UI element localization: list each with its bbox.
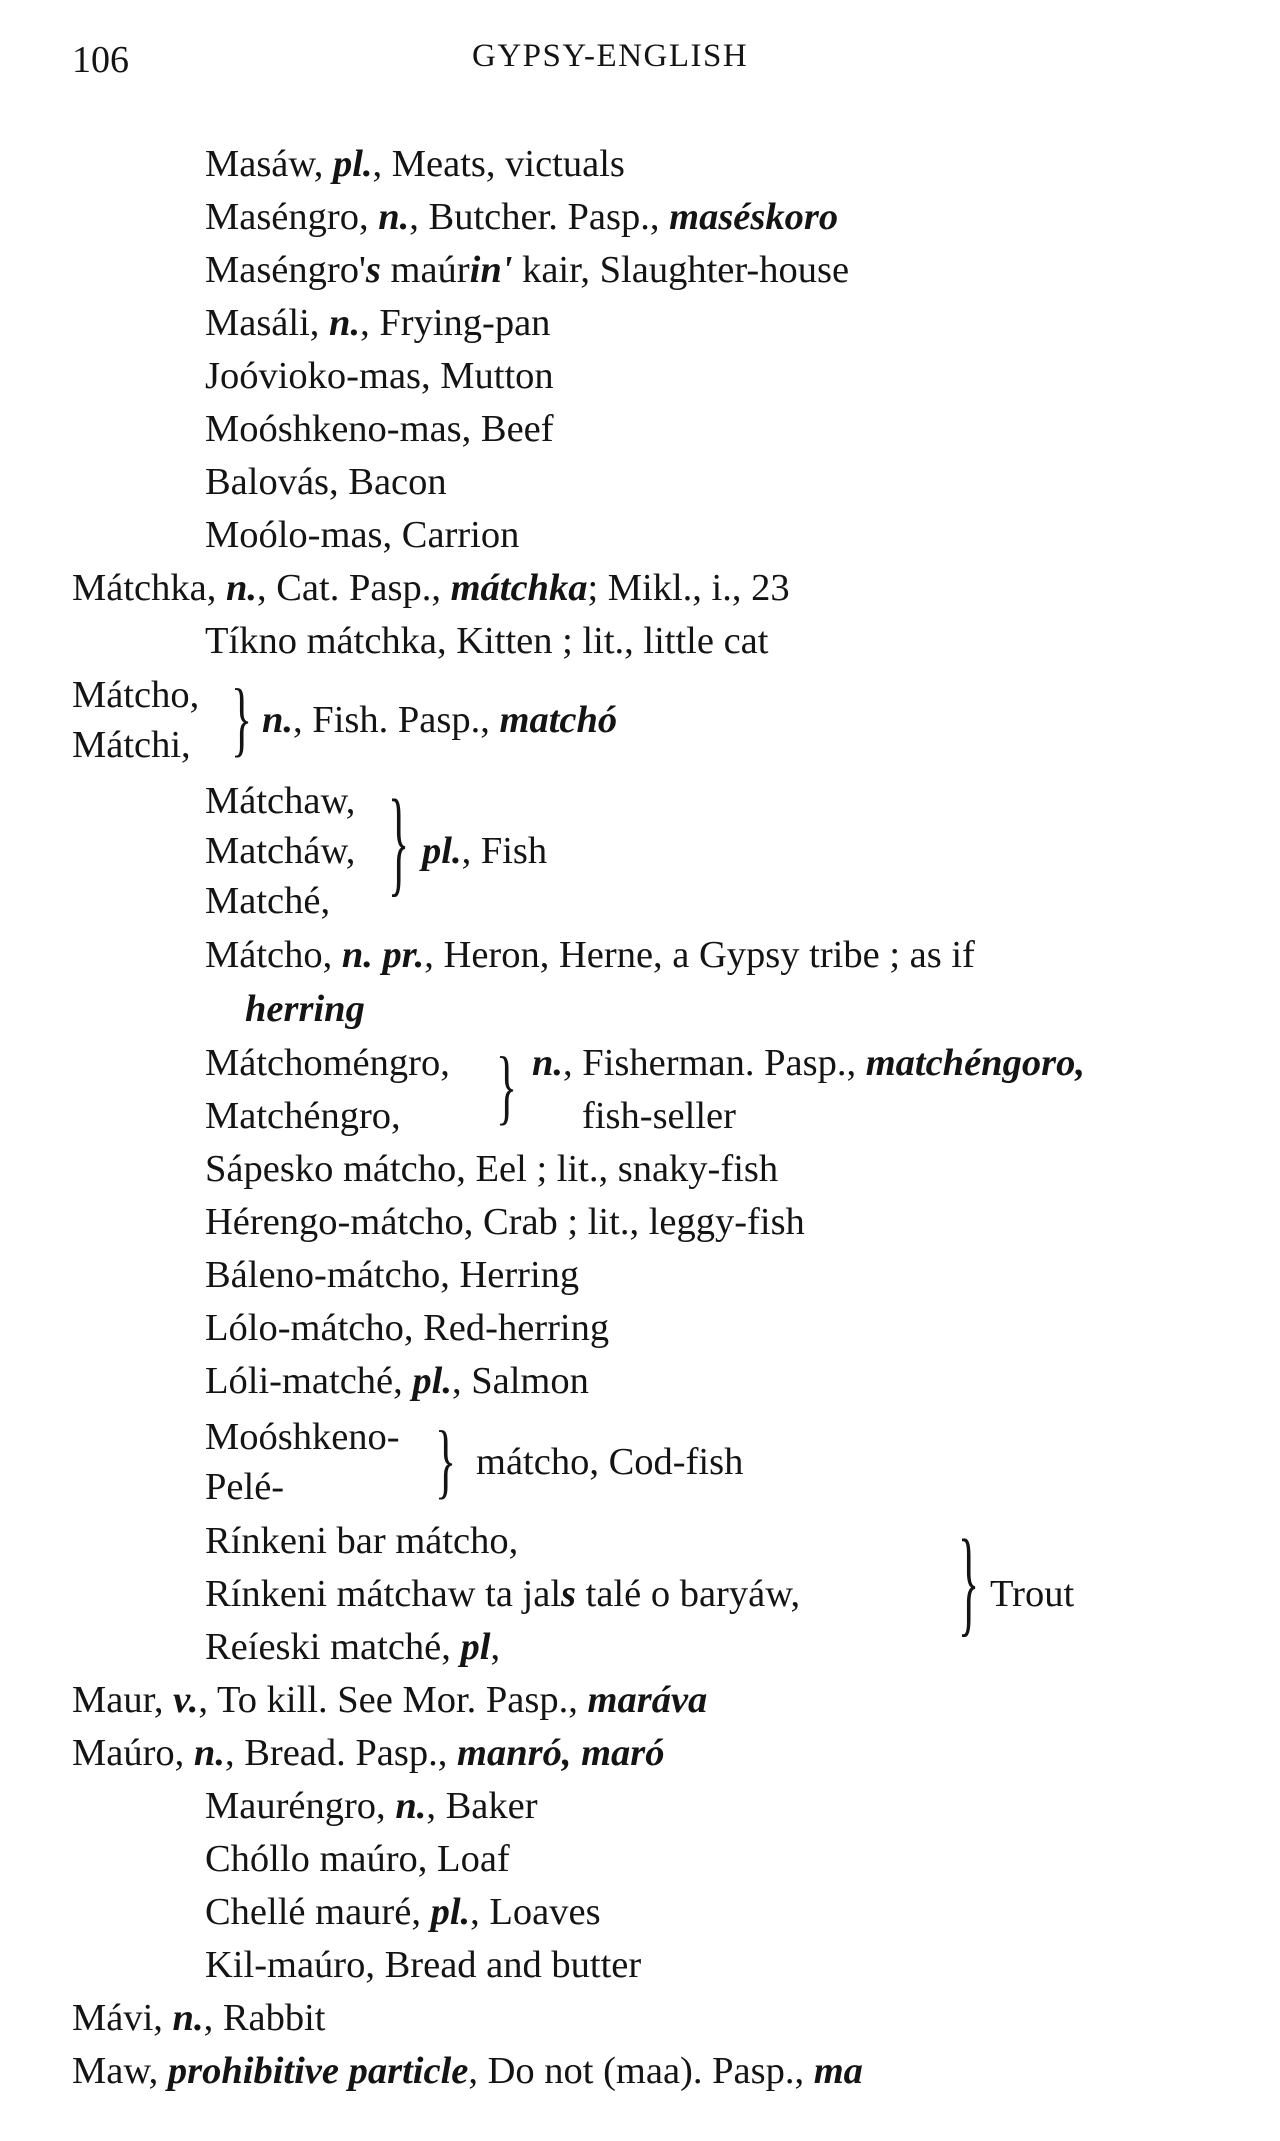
brace: }	[231, 672, 253, 766]
entry-line: Matchéngro,	[205, 1095, 401, 1137]
entry-line: Moólo-mas, Carrion	[205, 514, 520, 556]
entry-headword-line: Maw, prohibitive particle, Do not (maa). Pasp., ma	[72, 2050, 863, 2092]
page-number: 106	[72, 39, 129, 81]
running-title: GYPSY-ENGLISH	[472, 38, 749, 74]
entry-line: Reíeski matché, pl,	[205, 1626, 501, 1668]
entry-line: Balovás, Bacon	[205, 461, 447, 503]
entry-line: Chóllo maúro, Loaf	[205, 1838, 510, 1880]
entry-line: Lólo-mátcho, Red-herring	[205, 1307, 610, 1349]
entry-line: herring	[245, 988, 365, 1030]
entry-line: Mátchaw,	[205, 780, 356, 822]
brace: }	[388, 775, 410, 909]
entry-headword-line: Maur, v., To kill. See Mor. Pasp., maráva	[72, 1679, 708, 1721]
entry-line: mátcho, Cod-fish	[476, 1441, 744, 1483]
entry-line: pl., Fish	[422, 830, 548, 872]
entry-line: Joóvioko-mas, Mutton	[205, 355, 554, 397]
entry-line: Masáw, pl., Meats, victuals	[205, 143, 625, 185]
entry-line: Tíkno mátchka, Kitten ; lit., little cat	[205, 620, 769, 662]
brace: }	[958, 1515, 980, 1649]
entry-line: Báleno-mátcho, Herring	[205, 1254, 580, 1296]
entry-line: Matché,	[205, 880, 331, 922]
entry-line: Maséngro, n., Butcher. Pasp., maséskoro	[205, 196, 839, 238]
entry-line: Rínkeni bar mátcho,	[205, 1520, 519, 1562]
entry-headword-line: Maúro, n., Bread. Pasp., manró, maró	[72, 1732, 665, 1774]
entry-headword-line: Mátchka, n., Cat. Pasp., mátchka; Mikl., i., 23	[72, 567, 790, 609]
entry-line: Trout	[990, 1573, 1075, 1615]
entry-headword-line: Mátcho,	[72, 674, 200, 716]
entry-line: Kil-maúro, Bread and butter	[205, 1944, 642, 1986]
entry-line: Maséngro's maúrin' kair, Slaughter-house	[205, 249, 850, 291]
entry-line: n., Fisherman. Pasp., matchéngoro,	[532, 1042, 1085, 1084]
entry-line: fish-seller	[582, 1095, 736, 1137]
entry-line: Matcháw,	[205, 830, 356, 872]
entry-line: Rínkeni mátchaw ta jals talé o baryáw,	[205, 1573, 801, 1615]
entry-line: Masáli, n., Frying-pan	[205, 302, 551, 344]
entry-line: Moóshkeno-	[205, 1416, 400, 1458]
entry-line: Pelé-	[205, 1466, 285, 1508]
entry-line: Mátcho, n. pr., Heron, Herne, a Gypsy tribe ; as if	[205, 934, 975, 976]
brace: }	[496, 1040, 518, 1134]
entry-line: Mauréngro, n., Baker	[205, 1785, 538, 1827]
entry-line: Hérengo-mátcho, Crab ; lit., leggy-fish	[205, 1201, 805, 1243]
entry-line: Lóli-matché, pl., Salmon	[205, 1360, 589, 1402]
entry-line: Sápesko mátcho, Eel ; lit., snaky-fish	[205, 1148, 779, 1190]
entry-line: Chellé mauré, pl., Loaves	[205, 1891, 601, 1933]
entry-line: n., Fish. Pasp., matchó	[262, 699, 618, 741]
entry-line: Moóshkeno-mas, Beef	[205, 408, 554, 450]
entry-line: Mátchoméngro,	[205, 1042, 450, 1084]
brace: }	[435, 1414, 457, 1508]
entry-headword-line: Mátchi,	[72, 724, 191, 766]
entry-headword-line: Mávi, n., Rabbit	[72, 1997, 326, 2039]
